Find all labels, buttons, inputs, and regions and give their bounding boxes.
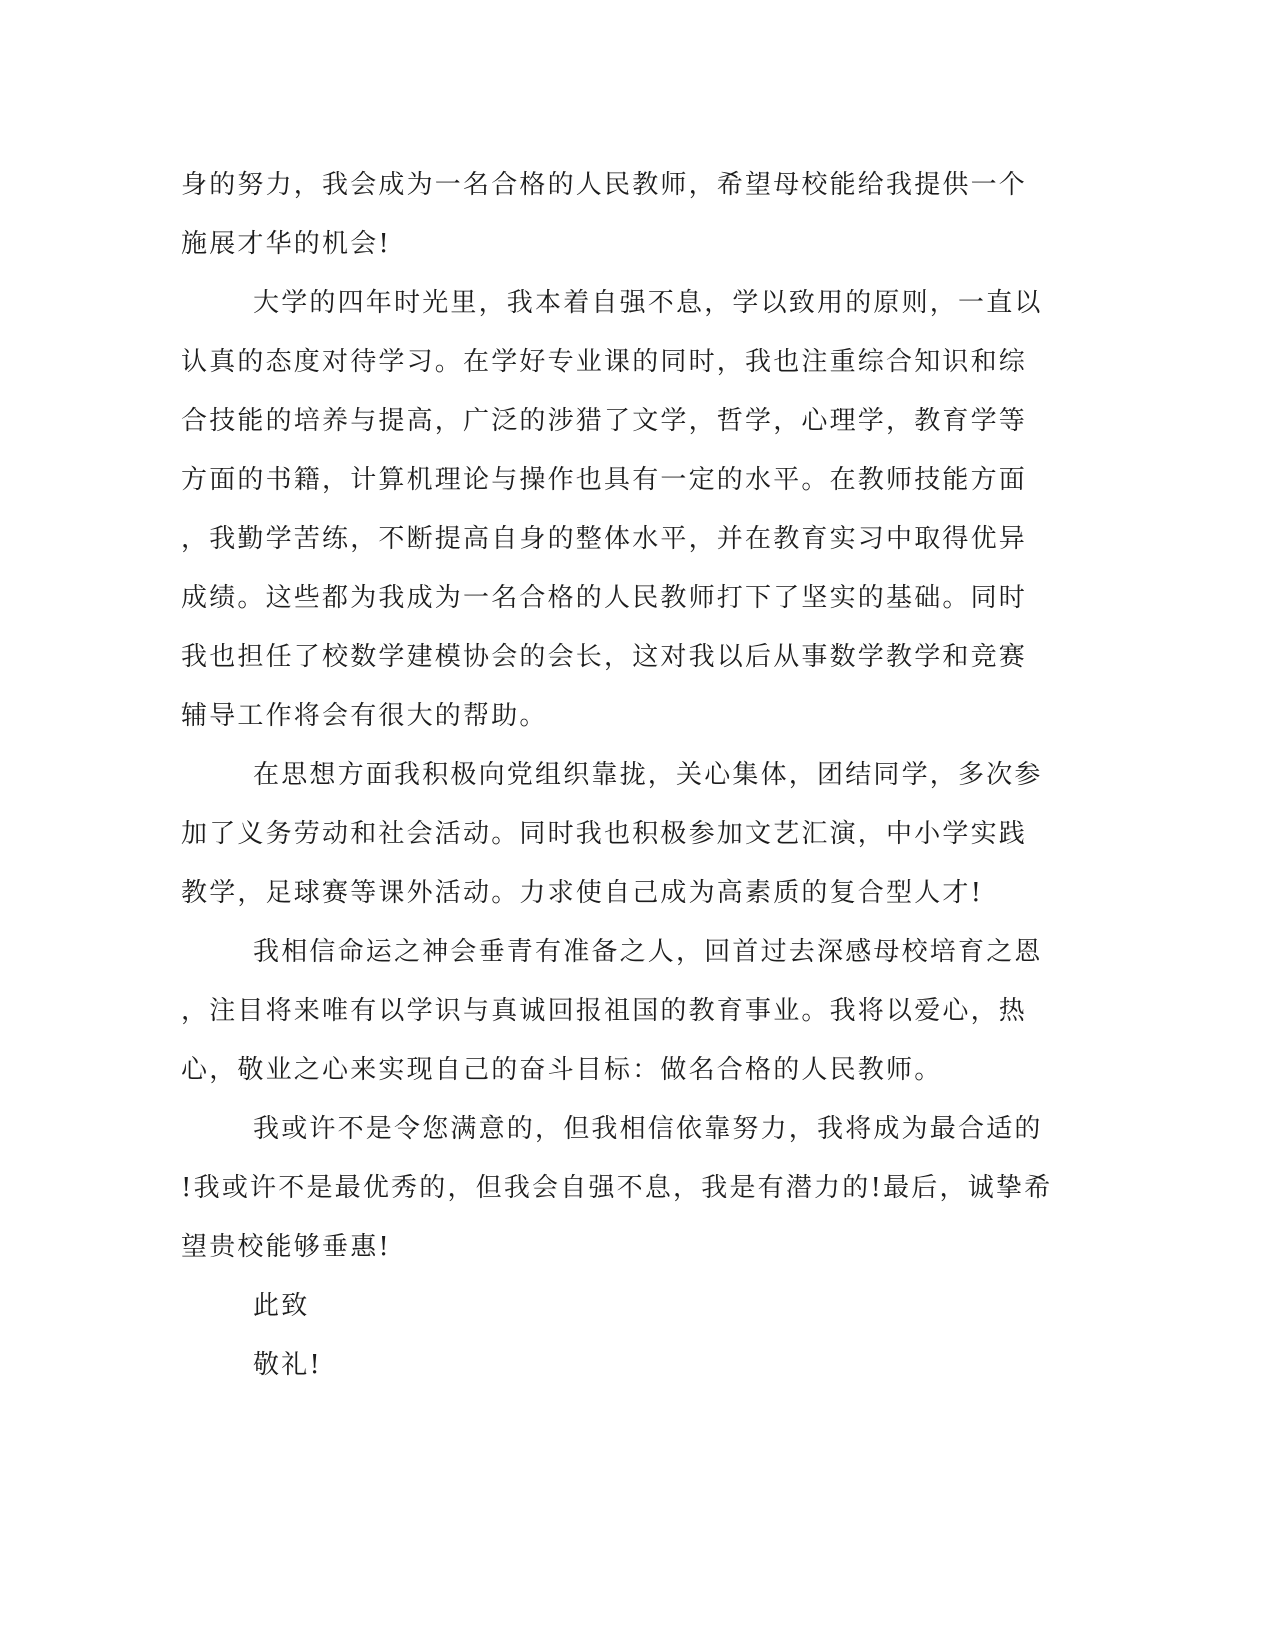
text-line: 我相信命运之神会垂青有准备之人，回首过去深感母校培育之恩 (253, 937, 1043, 967)
paragraph-continuation (181, 156, 1031, 274)
text-line: 心，敬业之心来实现自己的奋斗目标：做名合格的人民教师。 (181, 1055, 943, 1085)
text-line: 望贵校能够垂惠! (181, 1232, 392, 1262)
text-line: 身的努力，我会成为一名合格的人民教师，希望母校能给我提供一个 (181, 170, 1028, 200)
closing-salutation: 此致 (253, 1291, 310, 1321)
closing (181, 1277, 1031, 1395)
letter-body (181, 156, 1053, 1395)
text-line: 我或许不是令您满意的，但我相信依靠努力，我将成为最合适的 (253, 1114, 1043, 1144)
text-line: 大学的四年时光里，我本着自强不息，学以致用的原则，一直以 (253, 288, 1043, 318)
closing-regards: 敬礼! (253, 1350, 323, 1380)
text-line: 成绩。这些都为我成为一名合格的人民教师打下了坚实的基础。同时 (181, 583, 1028, 613)
text-line: 教学，足球赛等课外活动。力求使自己成为高素质的复合型人才! (181, 878, 984, 908)
text-line: 认真的态度对待学习。在学好专业课的同时，我也注重综合知识和综 (181, 347, 1028, 377)
text-line: !我或许不是最优秀的，但我会自强不息，我是有潜力的!最后，诚挚希 (181, 1173, 1053, 1203)
paragraph-aspiration (181, 923, 1043, 1100)
text-line: ，我勤学苦练，不断提高自身的整体水平，并在教育实习中取得优异 (181, 524, 1028, 554)
text-line: 方面的书籍，计算机理论与操作也具有一定的水平。在教师技能方面 (181, 465, 1028, 495)
text-line: 在思想方面我积极向党组织靠拢，关心集体，团结同学，多次参 (253, 760, 1043, 790)
paragraph-education (181, 274, 1043, 746)
text-line: 施展才华的机会! (181, 229, 392, 259)
paragraph-conclusion (181, 1100, 1053, 1277)
text-line: 我也担任了校数学建模协会的会长，这对我以后从事数学教学和竞赛 (181, 642, 1028, 672)
paragraph-ideology (181, 746, 1043, 923)
text-line: 合技能的培养与提高，广泛的涉猎了文学，哲学，心理学，教育学等 (181, 406, 1028, 436)
text-line: ，注目将来唯有以学识与真诚回报祖国的教育事业。我将以爱心，热 (181, 996, 1028, 1026)
text-line: 辅导工作将会有很大的帮助。 (181, 701, 548, 731)
text-line: 加了义务劳动和社会活动。同时我也积极参加文艺汇演，中小学实践 (181, 819, 1028, 849)
